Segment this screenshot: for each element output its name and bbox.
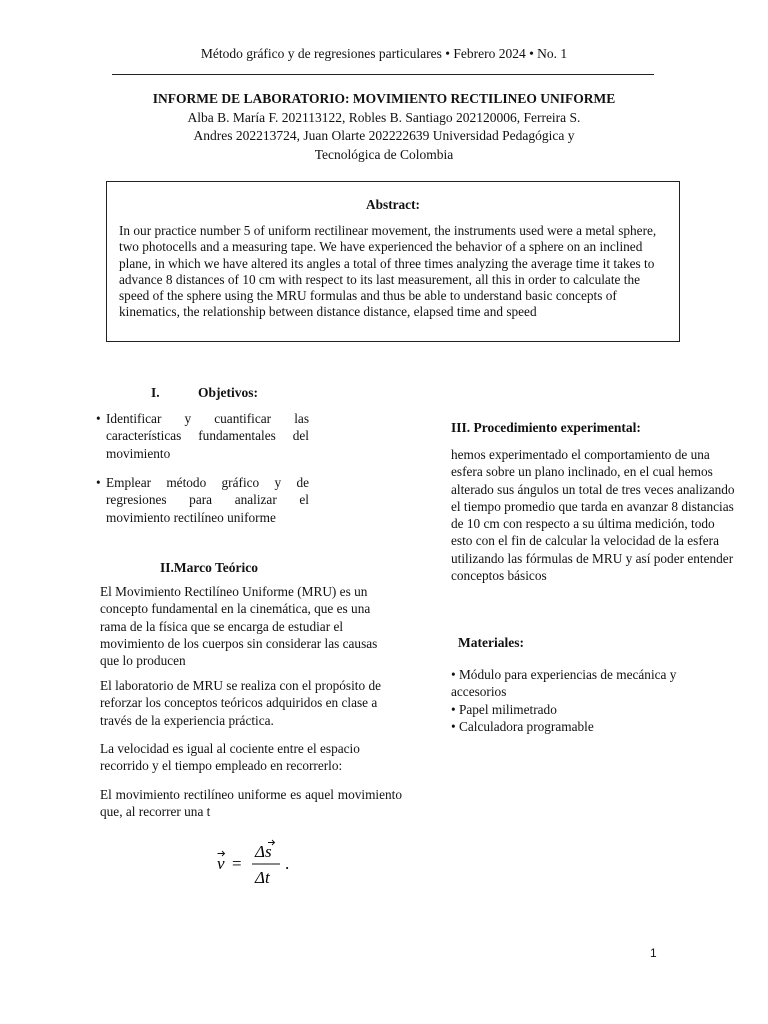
materiales-item: • Calculadora programable	[451, 718, 594, 734]
objective-item	[96, 410, 309, 462]
title-block	[130, 90, 638, 164]
section-heading-objetivos: Objetivos:	[198, 385, 258, 400]
marco-paragraph: La velocidad es igual al cociente entre el espacio recorrido y el tiempo empleado en recorrerlo:	[100, 741, 360, 774]
abstract-heading: Abstract:	[366, 197, 420, 212]
bullet-icon: •	[96, 475, 101, 490]
formula-numerator: Δs	[255, 842, 272, 861]
section-heading-materiales: Materiales:	[458, 635, 524, 650]
formula-equals: =	[232, 854, 242, 873]
objective-item	[96, 474, 309, 526]
page-number: 1	[650, 946, 657, 960]
marco-paragraph: El laboratorio de MRU se realiza con el propósito de reforzar los conceptos teóricos adquiridos en clase a través de la experiencia práctica.	[100, 678, 381, 728]
marco-paragraph: El Movimiento Rectilíneo Uniforme (MRU) es un concepto fundamental en la cinemática, que es una rama de la física que se encarga de estudiar el movimiento de los cuerpos sin considerar las causas que lo producen	[100, 584, 378, 669]
paper-title: INFORME DE LABORATORIO: MOVIMIENTO RECTILINEO UNIFORME	[152, 91, 616, 106]
marco-paragraph: El movimiento rectilíneo uniforme es aquel movimiento que, al recorrer una t	[100, 787, 402, 820]
section-heading-marco: II.Marco Teórico	[160, 560, 258, 575]
formula-denominator: Δt	[255, 868, 270, 887]
authors-line: Alba B. María F. 202113122, Robles B. Santiago 202120006, Ferreira S.	[187, 109, 581, 125]
formula-lhs: v	[217, 854, 225, 873]
bullet-icon: •	[96, 411, 101, 426]
materiales-item: • Módulo para experiencias de mecánica y accesorios	[451, 667, 677, 700]
abstract-text: In our practice number 5 of uniform rectilinear movement, the instruments used were a metal sphere, two photocells and a measuring tape. We have experienced the behavior of a sphere on an inclined plane, in which we have altered its angles a total of three times analyzing the average time it takes to advance 8 distances of 10 cm with respect to its last measurement, all this in order to calculate the speed of the sphere using the MRU formulas and thus be able to understand basic concepts of kinematics, the relationship between distance distance, elapsed time and speed	[119, 223, 657, 320]
authors-line: Andres 202213724, Juan Olarte 202222639 Universidad Pedagógica y	[193, 128, 575, 143]
formula-period: .	[285, 854, 290, 873]
abstract-box	[106, 181, 680, 342]
procedimiento-text: hemos experimentado el comportamiento de una esfera sobre un plano inclinado, en el cual hemos alterado sus ángulos un total de tres veces analizando el tiempo promedio que tarda en avanzar 8 distancias de 10 cm con respecto a su última medición, todo esto con el fin de calcular la velocidad de la esfera utilizando las fórmulas de MRU y así poder entender conceptos básicos	[451, 447, 735, 584]
materiales-item: • Papel milimetrado	[451, 701, 557, 717]
objective-text: Identificar y cuantificar las características fundamentales del movimiento	[106, 411, 309, 461]
section-number-objetivos: I.	[151, 385, 160, 400]
authors-line: Tecnológica de Colombia	[314, 146, 454, 162]
velocity-formula	[215, 838, 335, 894]
section-heading-procedimiento: III. Procedimiento experimental:	[451, 420, 641, 435]
objective-text: Emplear método gráfico y de regresiones para analizar el movimiento rectilíneo uniforme	[106, 475, 309, 525]
header-rule	[112, 74, 654, 75]
running-header: Método gráfico y de regresiones particulares • Febrero 2024 • No. 1	[200, 46, 568, 61]
materiales-list	[451, 666, 701, 735]
